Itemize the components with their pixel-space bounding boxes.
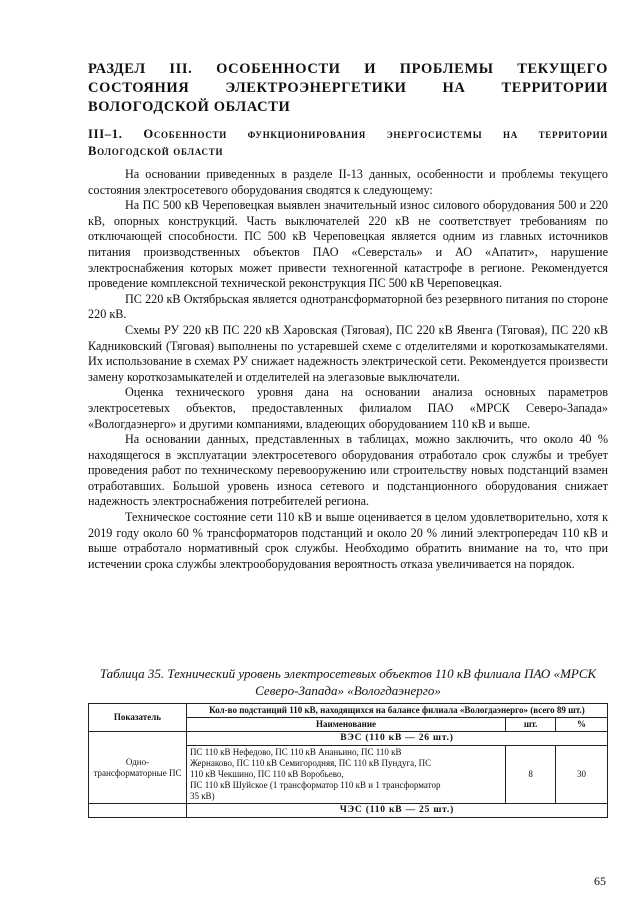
row-name-line: 35 кВ): [189, 791, 215, 801]
section-ches: ЧЭС (110 кВ — 25 шт.): [186, 804, 607, 818]
subsection-title: III–1. Особенности функционирования энергосистемы на территории Вологодской области: [88, 127, 608, 158]
header-percent: %: [556, 718, 608, 732]
row-name-line: Жернаково, ПС 110 кВ Семигородняя, ПС 110 кВ Пундуга, ПС: [189, 758, 432, 768]
paragraph: ПС 220 кВ Октябрьская является однотрансформаторной без резервного питания по стороне 220 кВ.: [88, 291, 608, 322]
empty-cell: [89, 804, 187, 818]
paragraph: Схемы РУ 220 кВ ПС 220 кВ Харовская (Тяговая), ПС 220 кВ Явенга (Тяговая), ПС 220 кВ Кадниковский (Тяговая) выполнены по устаревшей схеме с отделителями и короткозамыкателями. Их использование в схемах РУ снижает надежность электрической сети. Рекомендуется произвести замену короткозамыкателей и отделителей на элегазовые выключатели.: [88, 322, 608, 384]
row-name-line: ПС 110 кВ Шуйское (1 трансформатор 110 кВ и 1 трансформатор: [189, 780, 441, 790]
section-title: РАЗДЕЛ III. ОСОБЕННОСТИ И ПРОБЛЕМЫ ТЕКУЩЕГО СОСТОЯНИЯ ЭЛЕКТРОЭНЕРГЕТИКИ НА ТЕРРИТОРИИ ВОЛОГОДСКОЙ ОБЛАСТИ: [88, 61, 608, 115]
page-number: 65: [594, 874, 606, 888]
header-indicator: Показатель: [89, 704, 187, 732]
paragraph: На основании данных, представленных в таблицах, можно заключить, что около 40 % находящегося в эксплуатации электросетевого оборудования отработало срок службы и требует проведения работ по техническому перевооружению или строительству новых подстанций взамен отработавших. Большой уровень износа сетевого и подстанционного оборудования снижает надежность электроснабжения потребителей региона.: [88, 432, 608, 509]
row-name-line: 110 кВ Чекшино, ПС 110 кВ Воробьево,: [189, 769, 344, 779]
paragraph: На ПС 500 кВ Череповецкая выявлен значительный износ силового оборудования 500 и 220 кВ, опорных конструкций. Часть выключателей 220 кВ не соответствует требованиям по отключающей способности. ПС 500 кВ Череповецкая является одним из главных источников питания производственных объектов ПАО «Северсталь» и АО «Апатит», нарушение электроснабжения которых может привести техногенной катастрофе в регионе. Рекомендуется проведение комплексной технической реконструкция ПС 500 кВ Череповецкая.: [88, 198, 608, 291]
paragraph: Оценка технического уровня дана на основании анализа основных параметров электросетевых объектов, предоставленных филиалом ПАО «МРСК Северо-Запада» «Вологдаэнерго» и другими компаниями, владеющих оборудованием 110 кВ и выше.: [88, 385, 608, 431]
row-percent: 30: [556, 746, 608, 804]
row-indicator: Одно-трансформаторные ПС: [89, 732, 187, 804]
header-name: Наименование: [186, 718, 505, 732]
row-count: 8: [506, 746, 556, 804]
row-names-cell: [186, 746, 505, 804]
paragraph: На основании приведенных в разделе II-13 данных, особенности и проблемы текущего состояния электросетевого оборудования сводятся к следующему:: [88, 167, 608, 197]
table-caption: Таблица 35. Технический уровень электросетевых объектов 110 кВ филиала ПАО «МРСК Северо-Запада» «Вологдаэнерго»: [99, 666, 597, 698]
section-vez: ВЭС (110 кВ — 26 шт.): [186, 732, 607, 746]
row-name-line: ПС 110 кВ Нефедово, ПС 110 кВ Ананьино, ПС 110 кВ: [189, 747, 402, 757]
substations-table: [88, 703, 608, 818]
header-count: шт.: [506, 718, 556, 732]
paragraph: Техническое состояние сети 110 кВ и выше оценивается в целом удовлетворительно, хотя к 2019 году около 60 % трансформаторов подстанций и около 20 % линий электропередач 110 кВ и выше отработало нормативный срок службы. Необходимо обратить внимание на то, что при истечении срока службы электрооборудования вероятность отказа увеличивается на порядок.: [88, 510, 608, 571]
body-text: [88, 167, 608, 572]
header-group: Кол-во подстанций 110 кВ, находящихся на балансе филиала «Вологдаэнерго» (всего 89 шт.): [186, 704, 607, 718]
